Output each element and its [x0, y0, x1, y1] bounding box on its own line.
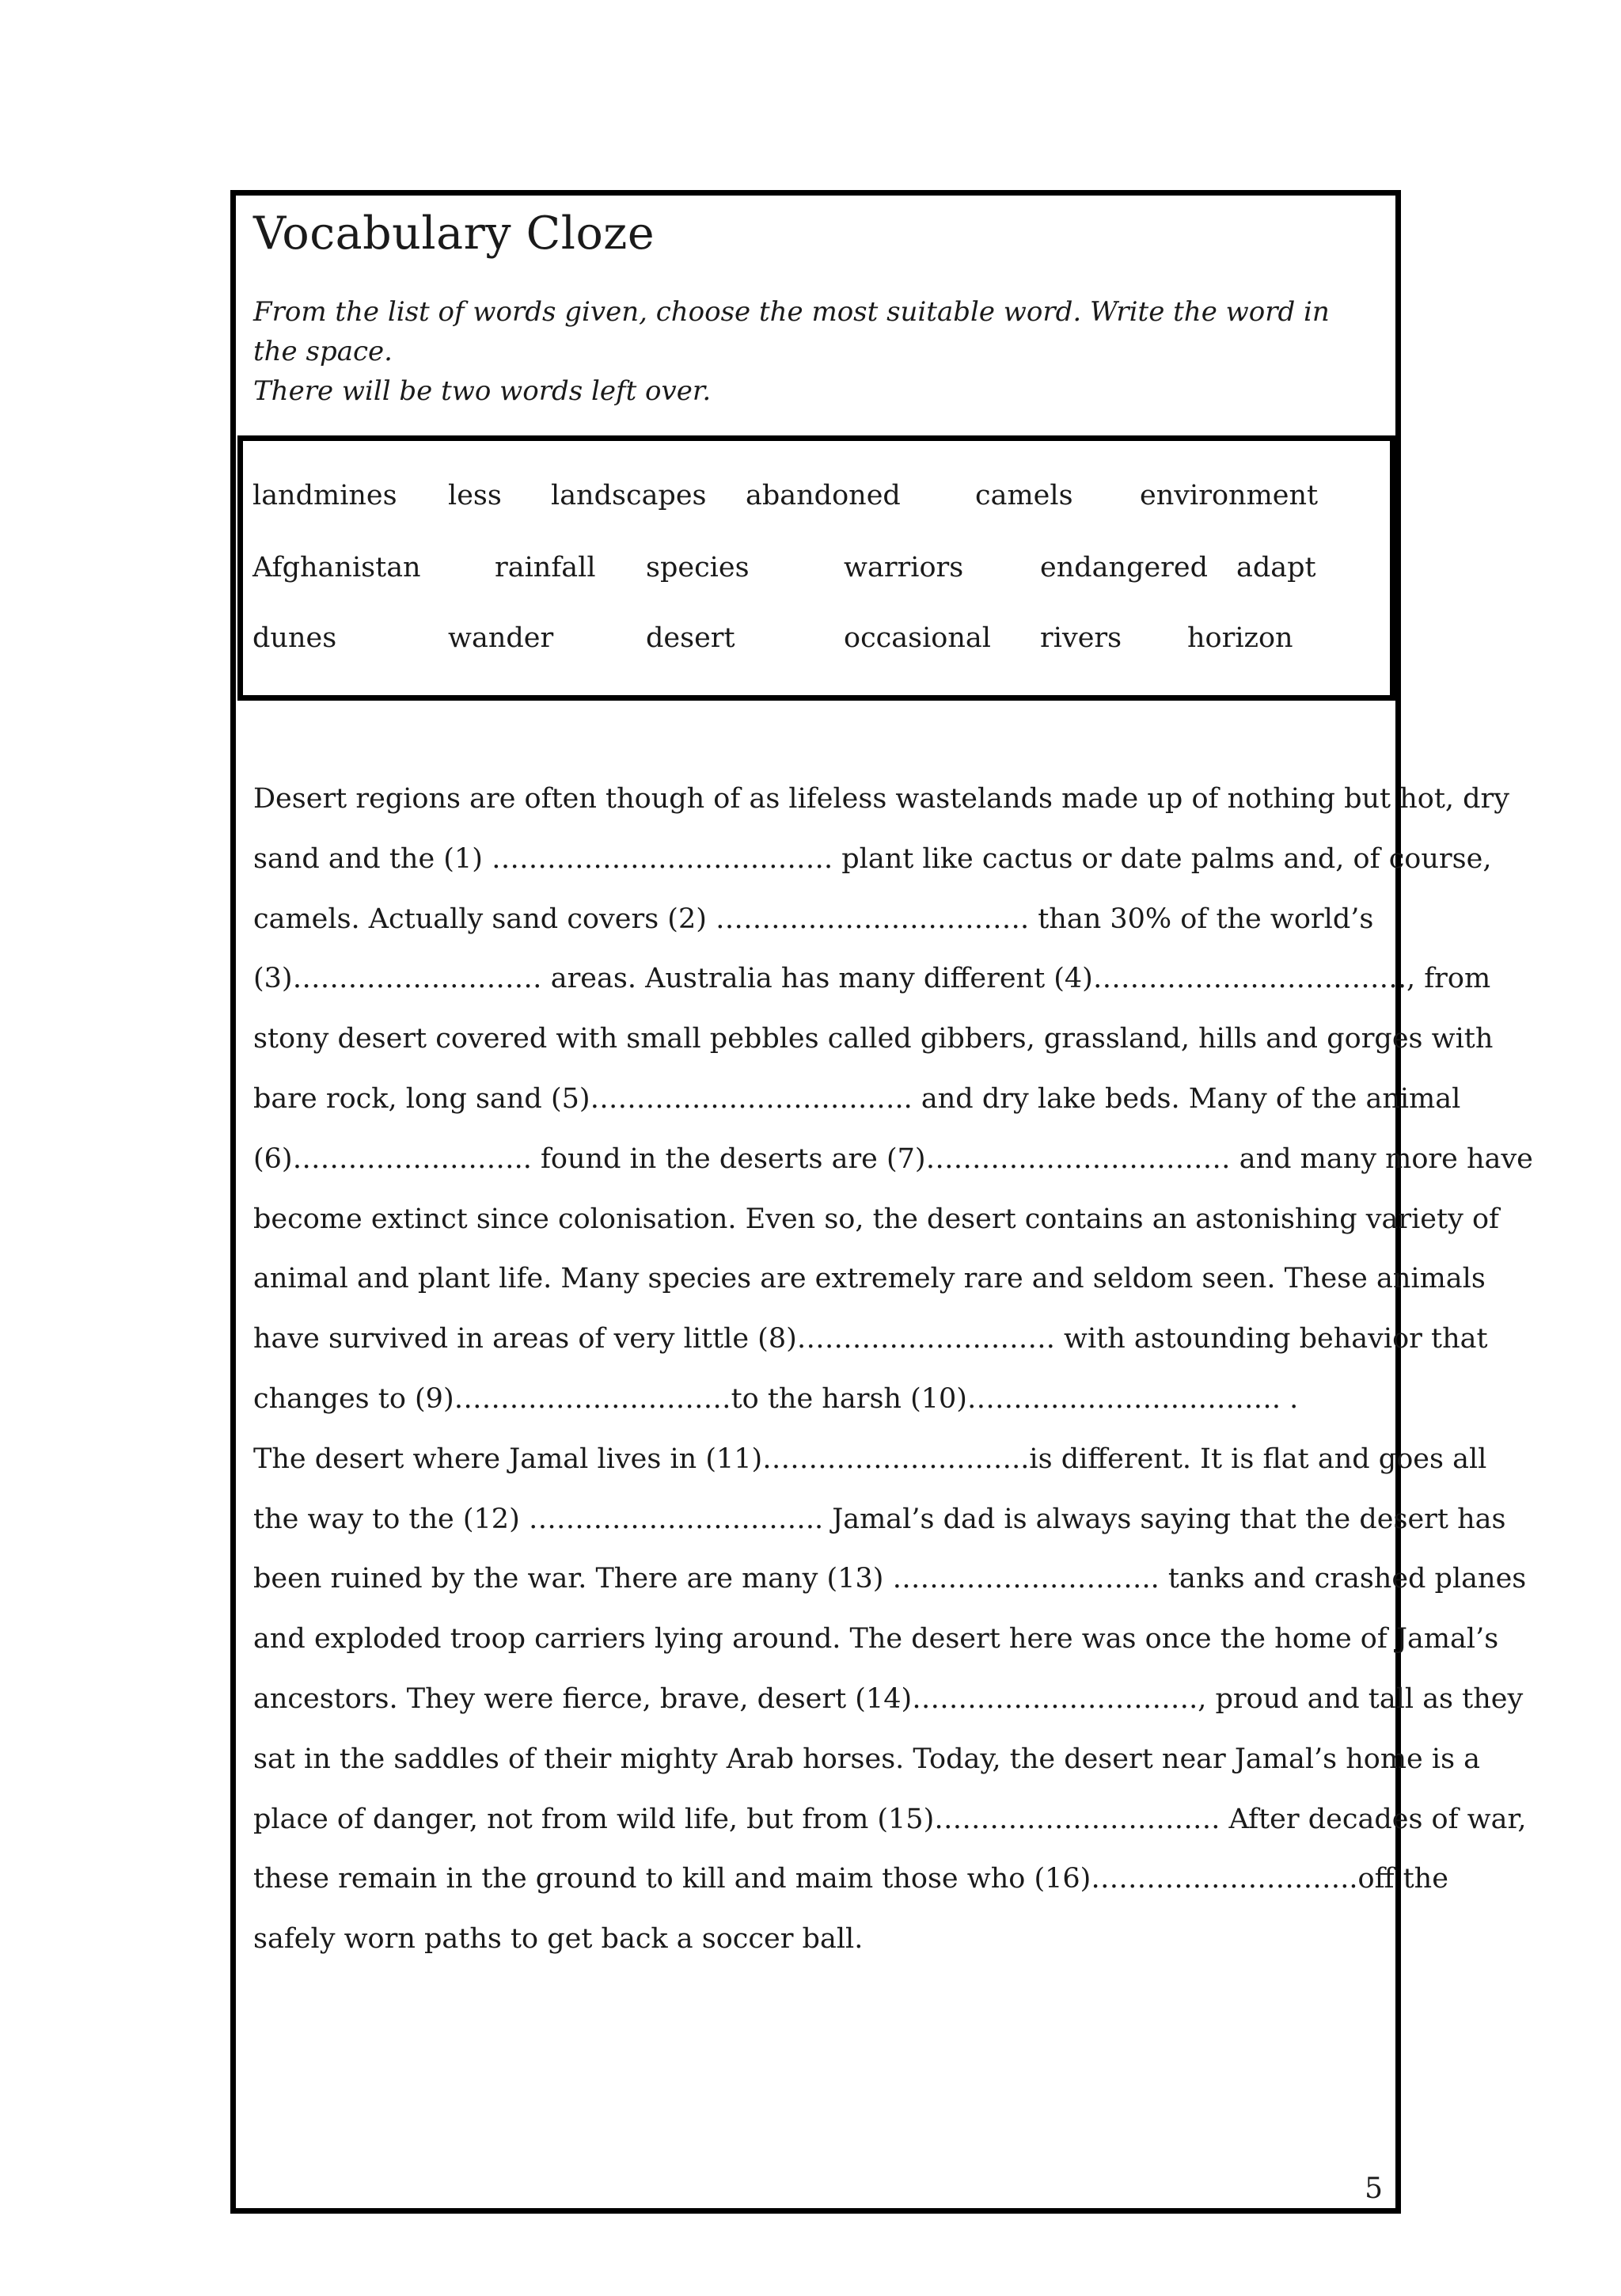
word-bank-item: warriors: [844, 552, 964, 584]
word-bank-item: abandoned: [746, 480, 901, 511]
passage-line: animal and plant life. Many species are extremely rare and seldom seen. These animals: [253, 1263, 1486, 1295]
page-number: 5: [1365, 2172, 1383, 2205]
word-bank-item: Afghanistan: [252, 552, 421, 584]
passage-line: and exploded troop carriers lying around. The desert here was once the home of Jamal’s: [253, 1623, 1499, 1655]
passage-line: sand and the (1) ………………………………. plant like cactus or date palms and, of course,: [253, 842, 1492, 875]
word-bank-item: adapt: [1236, 552, 1316, 584]
worksheet-frame: [230, 190, 1533, 2214]
passage-line: safely worn paths to get back a soccer ball.: [253, 1923, 864, 1956]
word-bank-item: camels: [975, 480, 1073, 511]
passage-line: sat in the saddles of their mighty Arab horses. Today, the desert near Jamal’s home is a: [253, 1743, 1481, 1775]
word-bank-item: landscapes: [551, 480, 707, 511]
passage-line: The desert where Jamal lives in (11)………………………..is different. It is flat and goes all: [253, 1443, 1487, 1475]
instructions: [253, 292, 1377, 411]
word-bank-item: dunes: [252, 622, 337, 654]
passage-line: place of danger, not from wild life, but from (15)…………………………. After decades of war,: [253, 1803, 1527, 1835]
passage-line: (3)……………………… areas. Australia has many different (4)……………………………., from: [253, 963, 1491, 995]
instruction-line: From the list of words given, choose the most suitable word. Write the word in the space.: [253, 296, 1330, 367]
word-bank-item: environment: [1140, 480, 1319, 511]
section-title: Vocabulary Cloze: [253, 207, 655, 260]
cloze-passage: [253, 770, 1533, 1970]
word-bank-item: species: [646, 552, 750, 584]
passage-line: ancestors. They were fierce, brave, desert (14)…………………………., proud and tall as they: [253, 1682, 1524, 1715]
word-bank-item: horizon: [1187, 622, 1293, 654]
word-bank-item: desert: [646, 622, 735, 654]
passage-line: stony desert covered with small pebbles called gibbers, grassland, hills and gorges with: [253, 1023, 1494, 1055]
word-bank-item: rivers: [1040, 622, 1122, 654]
passage-line: camels. Actually sand covers (2) ……………………………. than 30% of the world’s: [253, 903, 1374, 935]
passage-line: have survived in areas of very little (8)………………………. with astounding behavior that: [253, 1323, 1488, 1355]
passage-line: been ruined by the war. There are many (13) ……………………….. tanks and crashed planes: [253, 1563, 1527, 1595]
instruction-line: There will be two words left over.: [253, 375, 712, 407]
word-bank-item: less: [448, 480, 502, 511]
passage-line: these remain in the ground to kill and maim those who (16)………………………..off the: [253, 1863, 1448, 1895]
passage-line: bare rock, long sand (5)…………………………….. and dry lake beds. Many of the animal: [253, 1082, 1461, 1115]
passage-line: (6)…………………….. found in the deserts are (7)…………………………… and many more have: [253, 1142, 1533, 1175]
passage-line: become extinct since colonisation. Even so, the desert contains an astonishing variety of: [253, 1203, 1500, 1235]
passage-line: changes to (9)…………………………to the harsh (10)……………………………. .: [253, 1382, 1299, 1415]
word-bank-item: occasional: [844, 622, 991, 654]
word-bank-item: endangered: [1040, 552, 1209, 584]
word-bank-item: wander: [448, 622, 554, 654]
passage-line: the way to the (12) ………………………….. Jamal’s dad is always saying that the desert has: [253, 1503, 1506, 1535]
passage-line: Desert regions are often though of as lifeless wastelands made up of nothing but hot, dry: [253, 783, 1510, 815]
word-bank: [237, 435, 1395, 701]
word-bank-item: landmines: [252, 480, 397, 511]
word-bank-item: rainfall: [495, 552, 596, 584]
